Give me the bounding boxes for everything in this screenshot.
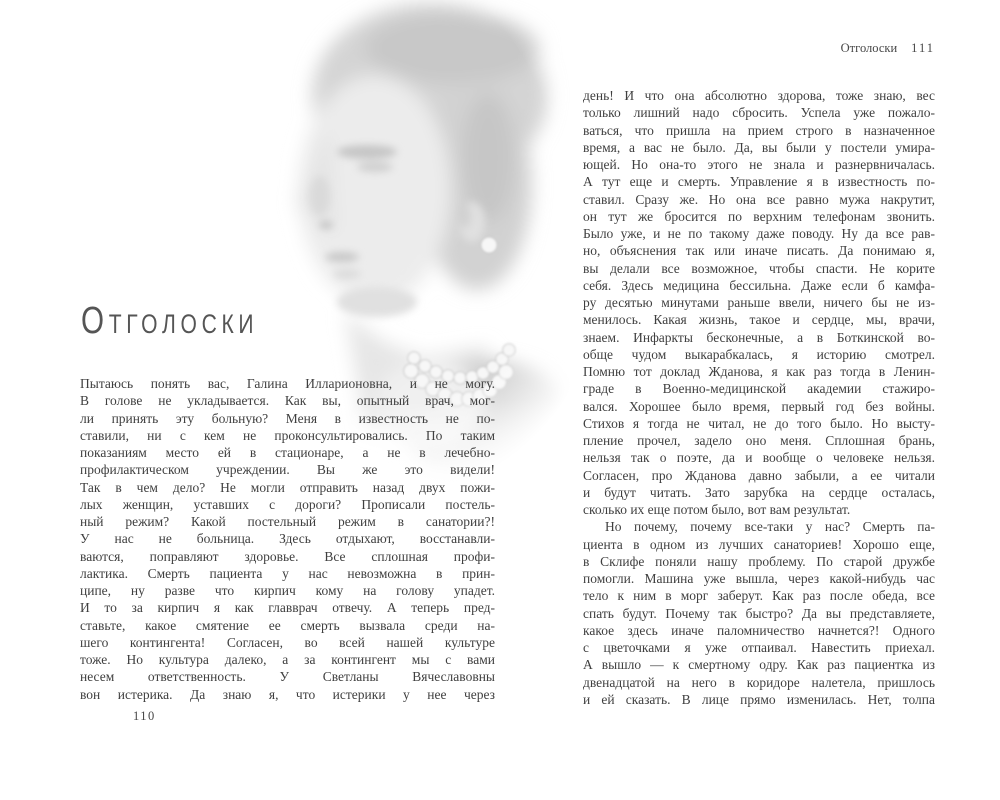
- text-line: только лишний надо сбросить. Успела уже пожало-: [583, 105, 935, 121]
- text-line: циента в одном из лучших санаториев! Хорошо еще,: [583, 536, 935, 552]
- running-header: [583, 41, 935, 56]
- text-line: нельзя так о поэте, да и вообще о человеке нельзя.: [583, 450, 935, 466]
- text-line: сколько их еще потом было, вот вам результат.: [583, 502, 851, 517]
- text-line: ципе, ну разве что кирпич кому на голову упадет.: [80, 583, 495, 598]
- left-page-body-text: [80, 375, 495, 703]
- text-line: Пытаюсь понять вас, Галина Илларионовна, и не могу.: [80, 376, 495, 391]
- text-line: какое здесь иначе паломничество начнется?! Одного: [583, 622, 935, 638]
- text-line: Согласен, про Жданова давно забыли, а ее читали: [583, 467, 935, 483]
- text-line: в Склифе поняли нашу проблему. По старой дружбе: [583, 553, 935, 569]
- running-header-title: Отголоски: [840, 41, 898, 55]
- text-line: и ей сказать. В лице прямо изменилась. Нет, толпа: [583, 691, 935, 707]
- text-line: Но почему, почему все-таки у нас? Смерть па-: [605, 519, 935, 535]
- text-line: показаниям место ей в стационаре, а не в лечебно-: [80, 445, 495, 460]
- text-line: ставил. Сразу же. Но она все равно мужа накрутит,: [583, 191, 935, 207]
- text-line: ру десятью минутами раньше ввели, ничего бы не из-: [583, 295, 935, 310]
- text-line: обще чудом выкарабкалась, я историю смотрел.: [583, 346, 935, 362]
- text-line: но, объяснения так или иначе писать. Да понимаю я,: [583, 243, 935, 259]
- text-line: время, а вас не было. Да, вы были у постели умира-: [583, 139, 935, 155]
- text-line: несем ответственность. У Светланы Вячеславовны: [80, 669, 495, 685]
- page-number-left: 110: [133, 709, 156, 723]
- text-line: себя. Здесь медицина бессильна. Даже если б камфа-: [583, 277, 935, 293]
- text-line: с цветочками я уже отпаивал. Навестить приехал.: [583, 640, 935, 655]
- text-line: менилось. Какая жизнь, такое и сердце, мы, врачи,: [583, 312, 935, 328]
- right-page-paragraph-1: [583, 87, 935, 518]
- page-number-right: 111: [911, 41, 935, 55]
- text-line: пление прочел, задело оно меня. Сплошная брань,: [583, 433, 935, 448]
- text-line: лактика. Смерть пациента у нас невозможна в прин-: [80, 565, 495, 581]
- text-line: двенадцатой на него в коридоре налетела, пришлось: [583, 674, 935, 690]
- text-line: Было уже, и не по такому даже поводу. Ну да все рав-: [583, 226, 935, 241]
- text-line: У нас не больница. Здесь отдыхают, восстанавли-: [80, 531, 495, 547]
- text-line: Так в чем дело? Не могли отправить назад двух пожи-: [80, 479, 495, 495]
- text-line: и будут читать. Зато зарубка на сердце осталась,: [583, 484, 935, 500]
- text-line: ставьте, какое смятение ее смерть вызвала среди на-: [80, 617, 495, 633]
- text-line: И то за кирпич я как главврач отвечу. А теперь пред-: [80, 600, 495, 616]
- text-line: профилактическом учреждении. Вы же это видели!: [80, 462, 495, 478]
- text-line: ваться, что пришла на прием строго в назначенное: [583, 122, 935, 138]
- text-line: вался. Хорошее было время, первый год без войны.: [583, 398, 935, 414]
- text-line: А вышло — к смертному одру. Как раз пациентка из: [583, 657, 935, 673]
- text-line: день! И что она абсолютно здорова, тоже знаю, вес: [583, 88, 935, 103]
- text-line: знаем. Инфаркты бесконечные, а в Боткинской во-: [583, 329, 935, 345]
- text-line: Помню тот доклад Жданова, я как раз тогда в Ленин-: [583, 364, 935, 379]
- text-line: спать будут. Почему так быстро? Да вы представляете,: [583, 605, 935, 621]
- text-line: В голове не укладывается. Как вы, опытный врач, мог-: [80, 393, 495, 409]
- text-line: тоже. Но культура далеко, а за контингент мы с вами: [80, 652, 495, 667]
- text-line: тело к ним в морг заберут. Как раз после обеда, все: [583, 588, 935, 604]
- text-line: вы делали все возможное, чтобы спасти. Не корите: [583, 260, 935, 276]
- text-line: лых женщин, уставших с дороги? Прописали постель-: [80, 496, 495, 512]
- text-line: ставили, ни с кем не проконсультировались. По таким: [80, 427, 495, 443]
- text-line: шего контингента! Согласен, во всей нашей культуре: [80, 634, 495, 650]
- text-line: ющей. Но она-то этого не знала и разнервничалась.: [583, 157, 935, 172]
- chapter-title-initial: О: [81, 300, 109, 342]
- text-line: А тут еще и смерть. Управление я в известность по-: [583, 174, 935, 190]
- text-line: помогли. Машина уже вышла, через какой-нибудь час: [583, 571, 935, 586]
- right-page-body-text: [583, 87, 935, 708]
- text-line: ли принять эту больную? Меня в известность не по-: [80, 410, 495, 426]
- text-line: Стихов я тогда не читал, не до того было. Но высту-: [583, 415, 935, 431]
- right-page-paragraph-2: [583, 518, 935, 708]
- chapter-title: [81, 301, 258, 341]
- text-line: ваются, поправляют здоровье. Все сплошная профи-: [80, 548, 495, 564]
- text-line: вон истерика. Да знаю я, что истерики у нее через: [80, 686, 495, 702]
- text-line: он тут же бросится по верхним телефонам звонить.: [583, 208, 935, 224]
- chapter-title-rest: ТГОЛОСКИ: [108, 309, 259, 339]
- text-line: граде в Военно-медицинской академии стажиро-: [583, 381, 935, 397]
- text-line: ный режим? Какой постельный режим в санатории?!: [80, 514, 495, 529]
